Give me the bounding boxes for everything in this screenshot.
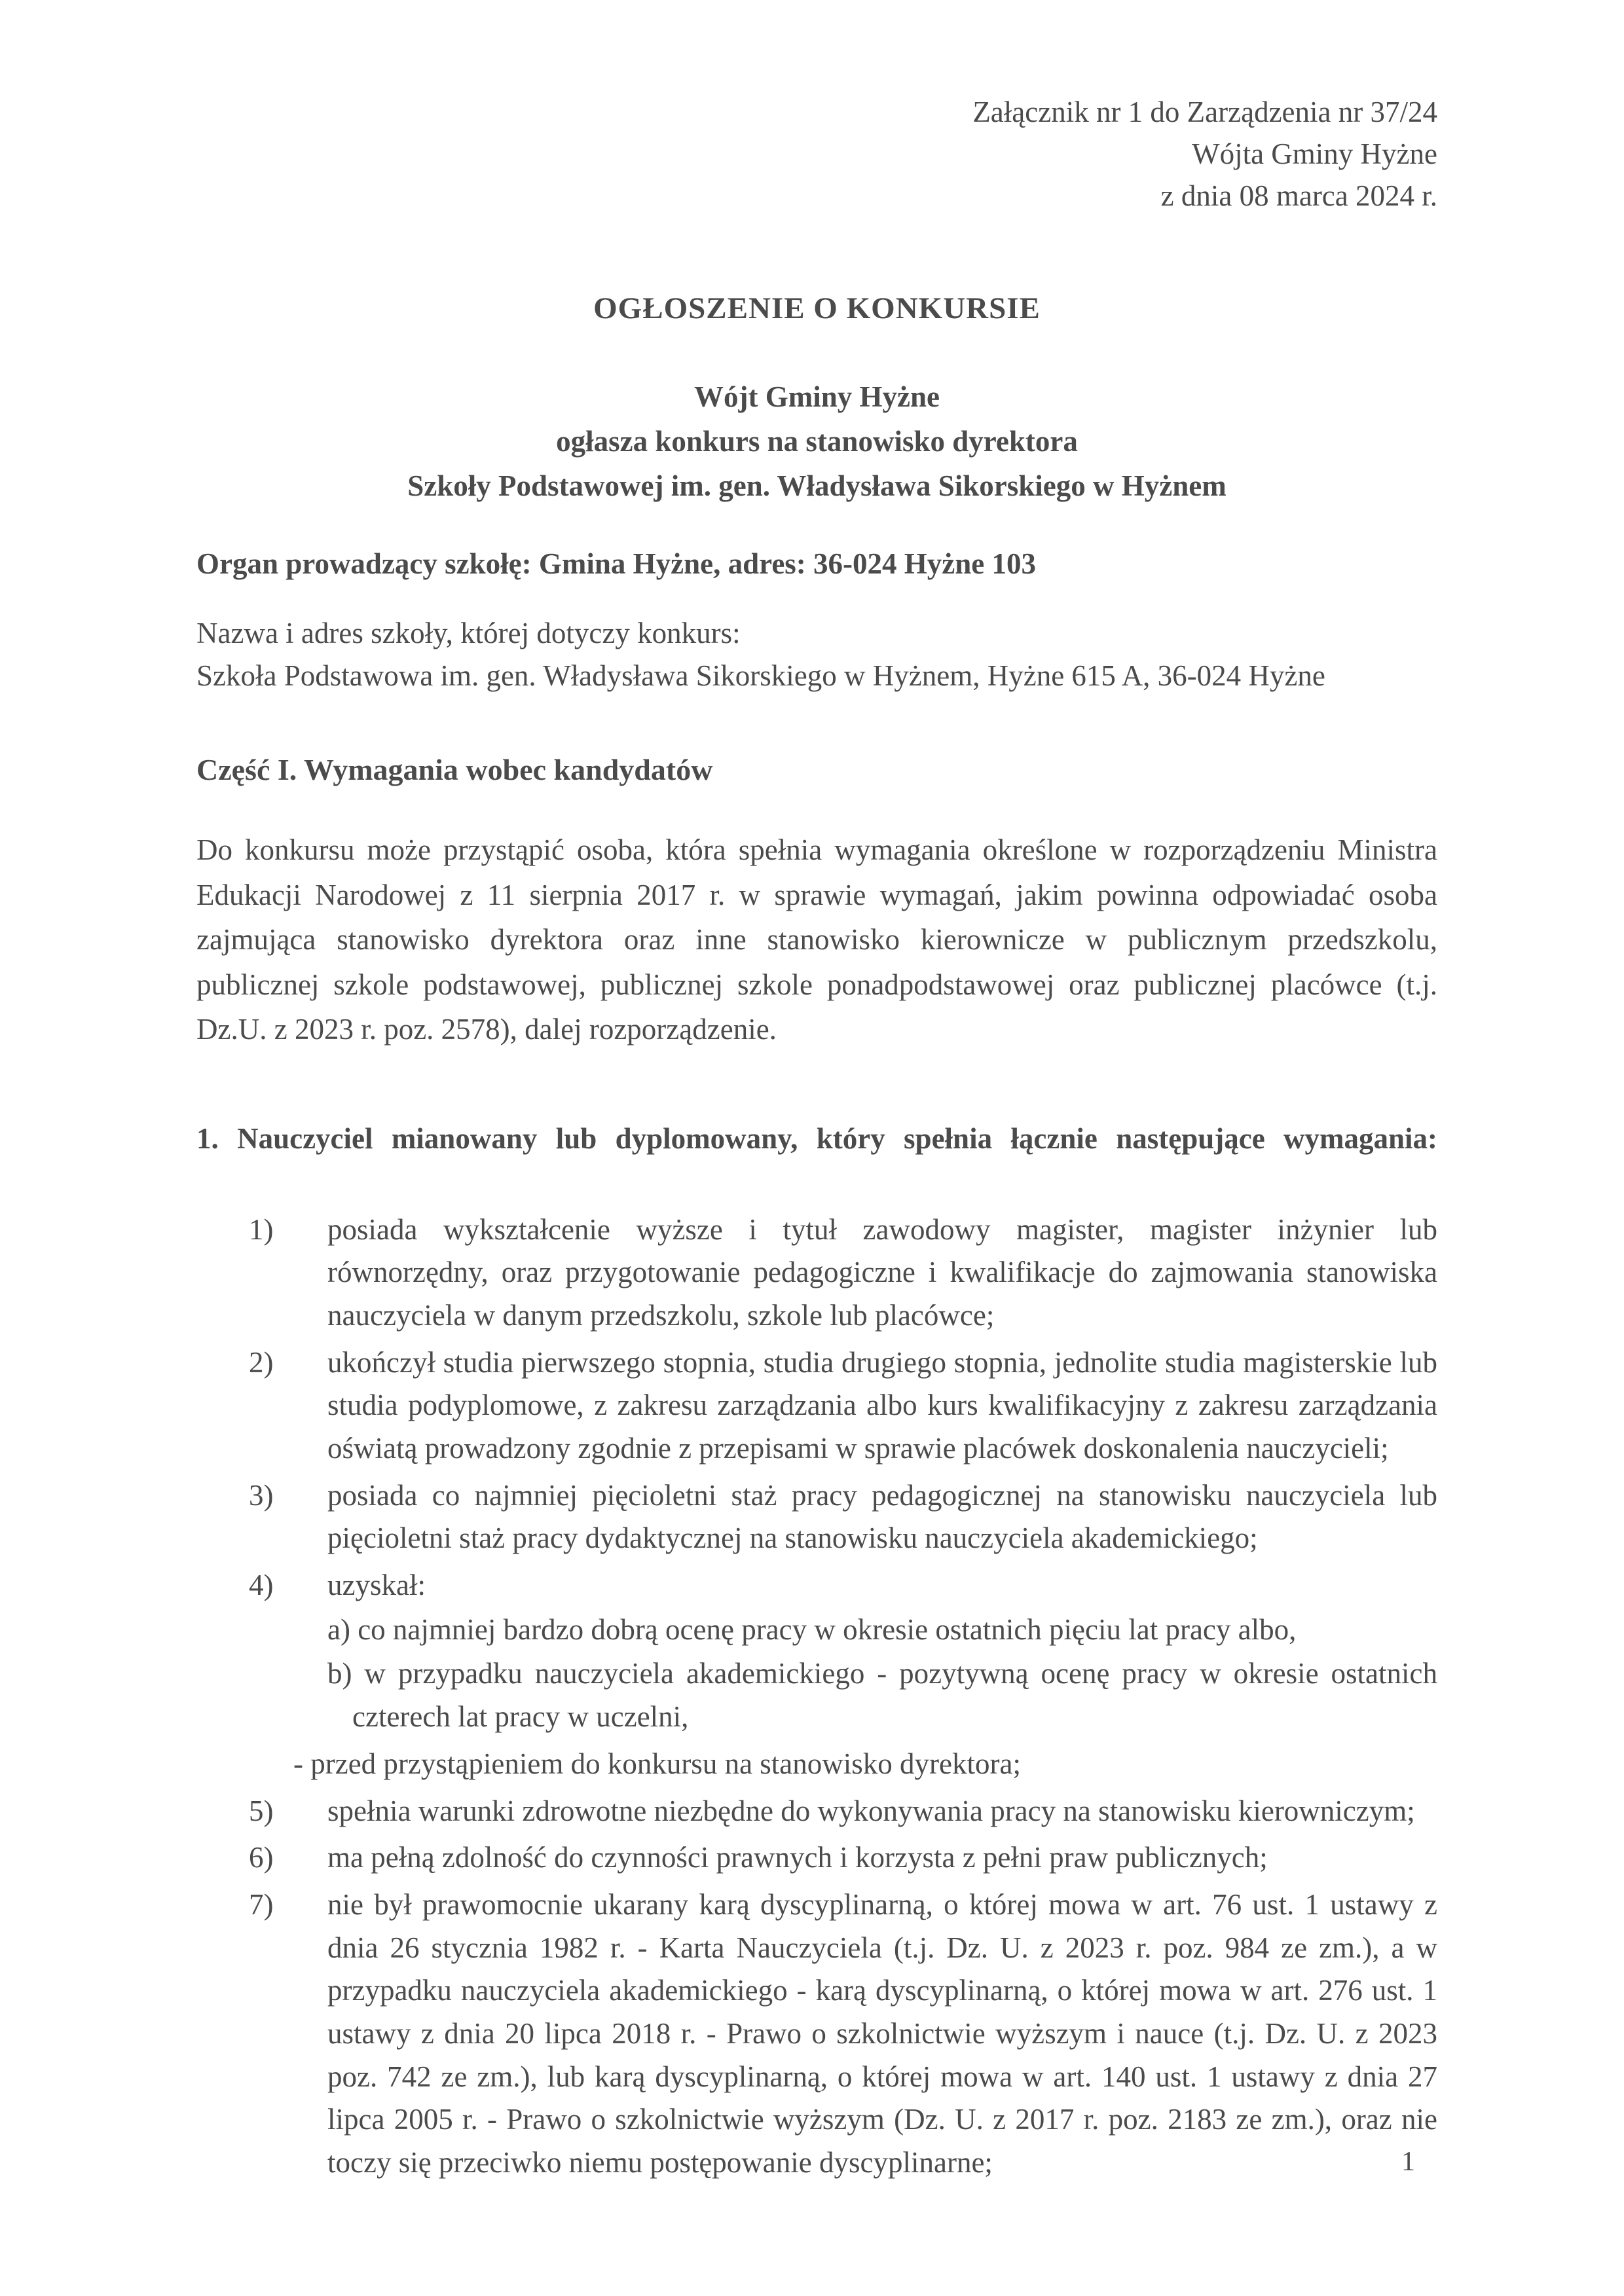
list-subitem-dash: - przed przystąpieniem do konkursu na stanowisko dyrektora; [293,1747,1021,1780]
list-item [249,1209,1437,1338]
intro-paragraph: Do konkursu może przystąpić osoba, która spełnia wymagania określone w rozporządzeniu Ministra Edukacji Narodowej z 11 sierpnia 2017 r. w sprawie wymagań, jakim powinna odpowiadać osoba zajmująca stanowisko dyrektora oraz inne stanowisko kierownicze w publicznym przedszkolu, publicznej szkole podstawowej, publicznej szkole ponadpodstawowej oraz publicznej placówce (t.j. Dz.U. z 2023 r. poz. 2578), dalej rozporządzenie. [196,833,1437,1046]
list-item-text: uzyskał: [327,1569,426,1602]
list-item-text: spełnia warunki zdrowotne niezbędne do wykonywania pracy na stanowisku kierowniczym; [327,1794,1415,1827]
list-item-text: ukończył studia pierwszego stopnia, studia drugiego stopnia, jednolite studia magisterskie lub studia podyplomowe, z zakresu zarządzania albo kurs kwalifikacyjny z zakresu zarządzania oświatą prowadzony zgodnie z przepisami w sprawie placówek doskonalenia nauczycieli; [327,1345,1437,1465]
announcement-subtitle [196,374,1437,509]
list-item-marker: 3) [249,1478,274,1512]
list-item-marker: 4) [249,1569,274,1602]
subtitle-line-school: Szkoły Podstawowej im. gen. Władysława Sikorskiego w Hyżnem [407,469,1227,503]
list-subitem-a: a) co najmniej bardzo dobrą ocenę pracy w okresie ostatnich pięciu lat pracy albo, [327,1613,1297,1646]
governing-body-line: Organ prowadzący szkołę: Gmina Hyżne, adres: 36-024 Hyżne 103 [196,547,1036,580]
list-item [249,1564,1437,1785]
list-subitem-b: b) w przypadku nauczyciela akademickiego - pozytywną ocenę pracy w okresie ostatnich czterech lat pracy w uczelni, [327,1657,1437,1734]
page-number: 1 [1401,2147,1415,2177]
list-item-text: nie był prawomocnie ukarany karą dyscyplinarną, o której mowa w art. 76 ust. 1 ustawy z dnia 26 stycznia 1982 r. - Karta Nauczyciela (t.j. Dz. U. z 2023 r. poz. 984 ze zm.), a w przypadku nauczyciela akademickiego - karą dyscyplinarną, o której mowa w art. 276 ust. 1 ustawy z dnia 20 lipca 2018 r. - Prawo o szkolnictwie wyższym i nauce (t.j. Dz. U. z 2023 poz. 742 ze zm.), lub karą dyscyplinarną, o której mowa w art. 140 ust. 1 ustawy z dnia 27 lipca 2005 r. - Prawo o szkolnictwie wyższym (Dz. U. z 2017 r. poz. 2183 ze zm.), oraz nie toczy się przeciwko niemu postępowanie dyscyplinarne; [327,1887,1437,2179]
header-line-attachment: Załącznik nr 1 do Zarządzenia nr 37/24 [972,96,1437,128]
requirements-heading: 1. Nauczyciel mianowany lub dyplomowany, który spełnia łącznie następujące wymagania: [196,1122,1437,1156]
school-info-label: Nazwa i adres szkoły, której dotyczy konkurs: [196,616,741,649]
list-item [249,1884,1437,2185]
header-line-authority: Wójta Gminy Hyżne [1192,137,1437,170]
list-item-marker: 7) [249,1887,274,1921]
page-title: OGŁOSZENIE O KONKURSIE [593,291,1041,325]
list-item-text: posiada co najmniej pięcioletni staż pracy pedagogicznej na stanowisku nauczyciela lub pięcioletni staż pracy dydaktycznej na stanowisku nauczyciela akademickiego; [327,1478,1437,1555]
subtitle-line-authority: Wójt Gminy Hyżne [694,380,940,413]
list-item [249,1790,1437,1833]
list-item-marker: 1) [249,1212,274,1246]
school-info-address: Szkoła Podstawowa im. gen. Władysława Sikorskiego w Hyżnem, Hyżne 615 A, 36-024 Hyżne [196,659,1325,692]
header-line-date: z dnia 08 marca 2024 r. [1160,179,1437,212]
list-item [249,1474,1437,1560]
list-item [249,1341,1437,1470]
list-item-marker: 5) [249,1794,274,1827]
list-item-marker: 6) [249,1841,274,1874]
list-item-text: ma pełną zdolność do czynności prawnych i korzysta z pełni praw publicznych; [327,1841,1268,1874]
list-item-text: posiada wykształcenie wyższe i tytuł zawodowy magister, magister inżynier lub równorzędny, oraz przygotowanie pedagogiczne i kwalifikacje do zajmowania stanowiska nauczyciela w danym przedszkolu, szkole lub placówce; [327,1212,1437,1332]
list-item-marker: 2) [249,1345,274,1379]
school-info-block [196,612,1437,697]
list-item [249,1836,1437,1880]
page-content [196,0,1437,2185]
requirements-list [196,1209,1437,2185]
section-heading-part-one: Część I. Wymagania wobec kandydatów [196,753,713,787]
document-header [196,92,1437,217]
subtitle-line-action: ogłasza konkurs na stanowisko dyrektora [556,425,1078,458]
